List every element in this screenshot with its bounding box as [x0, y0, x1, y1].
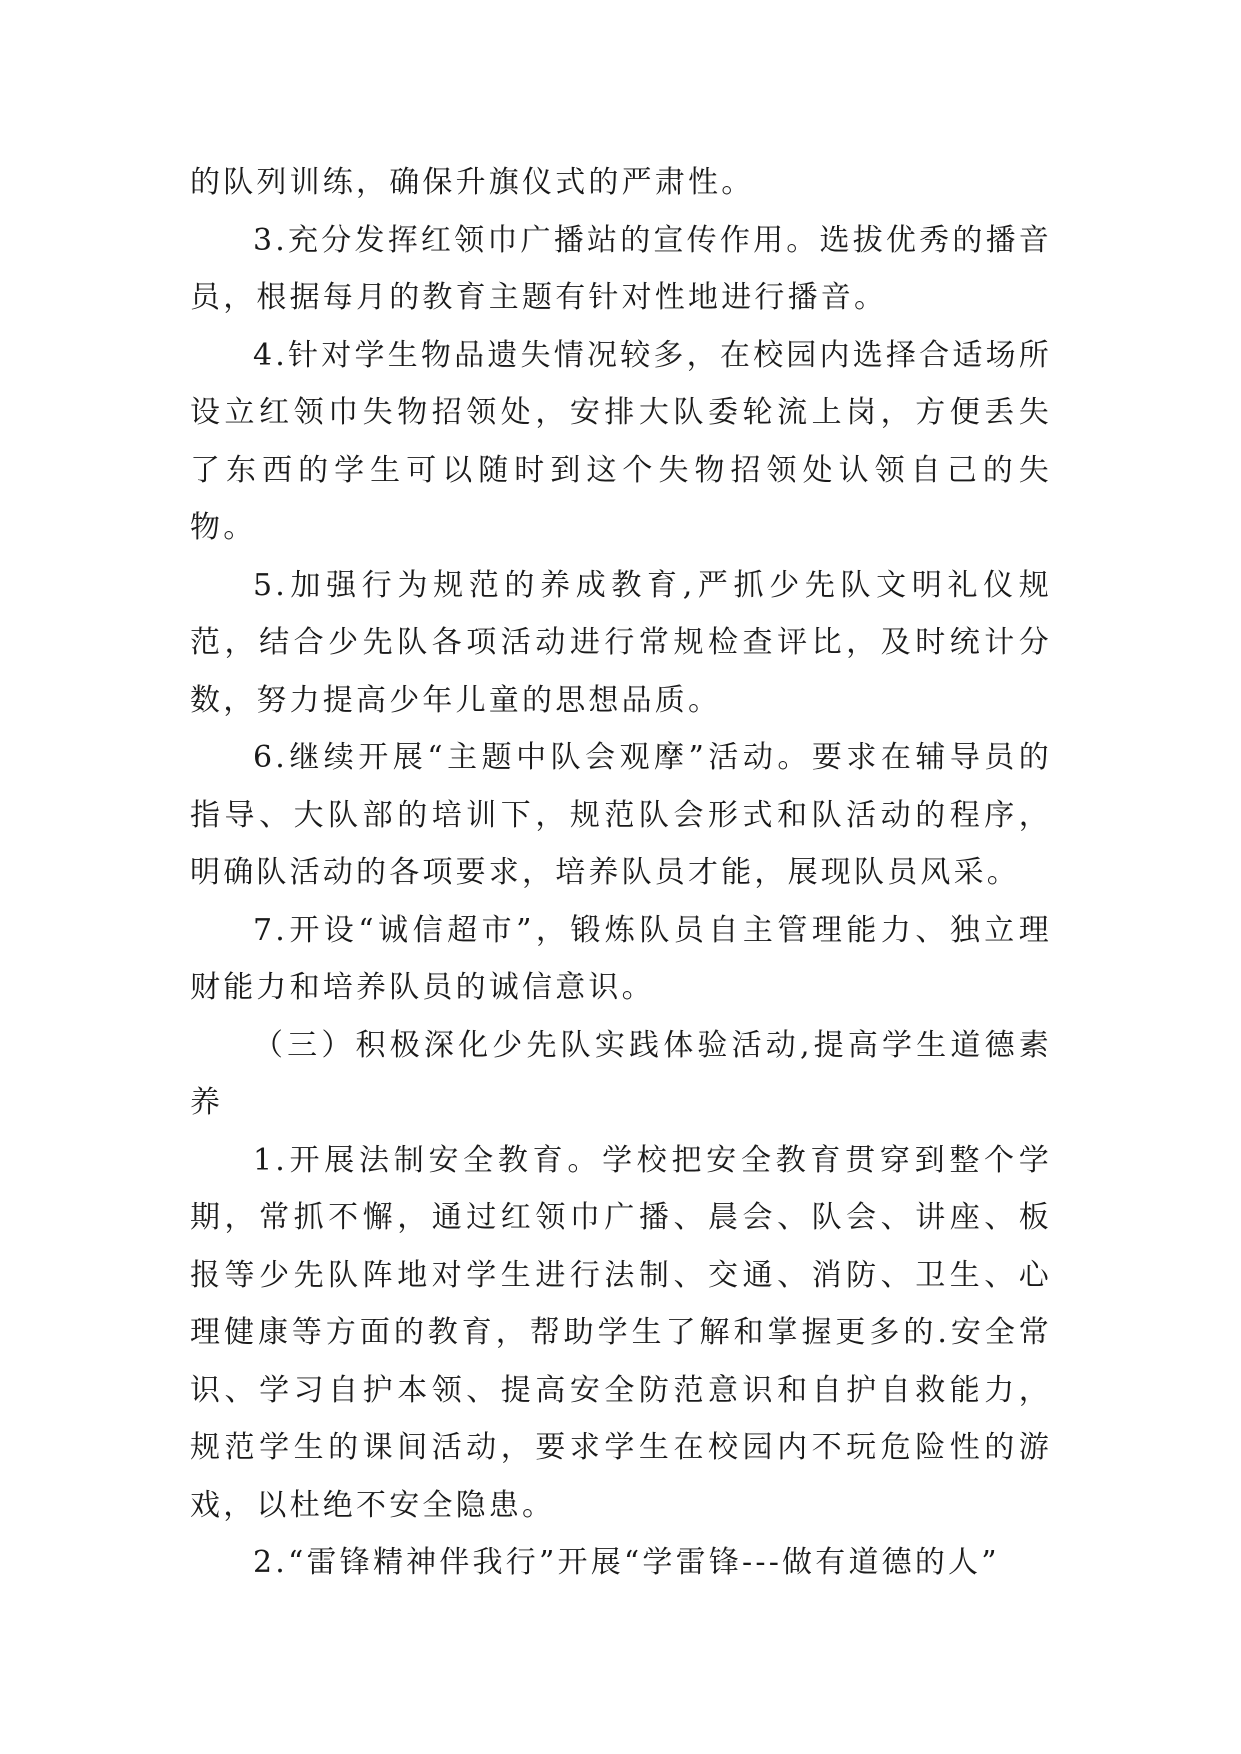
paragraph-item-6: 6.继续开展“主题中队会观摩”活动。要求在辅导员的指导、大队部的培训下，规范队会形式和队活动的程序，明确队活动的各项要求，培养队员才能，展现队员风采。: [190, 740, 1052, 890]
paragraph-subitem-1: 1.开展法制安全教育。学校把安全教育贯穿到整个学期，常抓不懈，通过红领巾广播、晨会、队会、讲座、板报等少先队阵地对学生进行法制、交通、消防、卫生、心理健康等方面的教育，帮助学生了解和掌握更多的.安全常识、学习自护本领、提高安全防范意识和自护自救能力，规范学生的课间活动，要求学生在校园内不玩危险性的游戏，以杜绝不安全隐患。: [190, 1142, 1052, 1523]
paragraph-item-7: 7.开设“诚信超市”，锻炼队员自主管理能力、独立理财能力和培养队员的诚信意识。: [190, 912, 1052, 1005]
section-heading-3: （三）积极深化少先队实践体验活动,提高学生道德素养: [190, 1027, 1052, 1120]
paragraph-item-5: 5.加强行为规范的养成教育,严抓少先队文明礼仪规范，结合少先队各项活动进行常规检查评比，及时统计分数，努力提高少年儿童的思想品质。: [190, 567, 1052, 718]
paragraph-item-3: 3.充分发挥红领巾广播站的宣传作用。选拔优秀的播音员，根据每月的教育主题有针对性地进行播音。: [190, 222, 1052, 315]
paragraph-subitem-2: 2.“雷锋精神伴我行”开展“学雷锋---做有道德的人”: [253, 1545, 1000, 1580]
paragraph-item-4: 4.针对学生物品遗失情况较多，在校园内选择合适场所设立红领巾失物招领处，安排大队委轮流上岗，方便丢失了东西的学生可以随时到这个失物招领处认领自己的失物。: [190, 337, 1052, 545]
paragraph-continuation: 的队列训练，确保升旗仪式的严肃性。: [190, 165, 755, 200]
document-body: [190, 154, 1052, 1592]
